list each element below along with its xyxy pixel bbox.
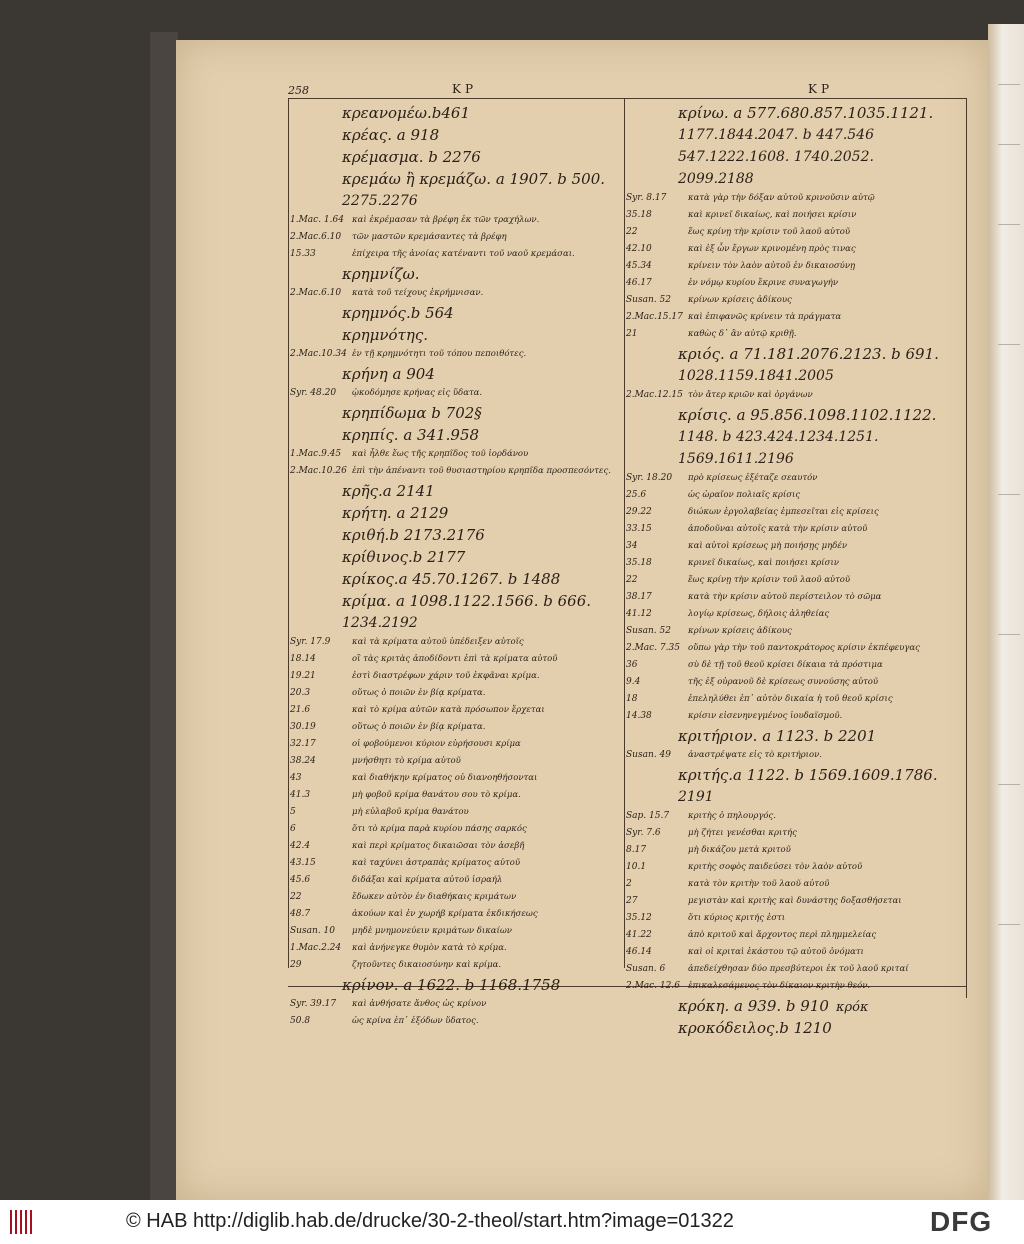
citation-text: ἐπὶ τὴν ἀπέναντι τοῦ θυσιαστηρίου κρηπῖδα προσπεσόντες. [352, 466, 611, 476]
citation-text: οὕτως ὁ ποιῶν ἐν βίᾳ κρίματα. [352, 688, 486, 698]
citation-text: κρίνειν τὸν λαὸν αὐτοῦ ἐν δικαιοσύνῃ [688, 261, 856, 271]
citation-reference: 5 [290, 807, 296, 817]
index-headword: κρημνός.b 564 [342, 304, 454, 322]
citation-reference: 2.Mac.15.17 [626, 312, 683, 322]
citation-text: σὺ δὲ τῇ τοῦ θεοῦ κρίσει δίκαια τὰ πρόστιμα [688, 660, 883, 670]
citation-text: καὶ τὸ κρίμα αὐτῶν κατὰ πρόσωπον ἔρχεται [352, 705, 545, 715]
citation-line [624, 504, 964, 521]
index-headword: κρίθινος.b 2177 [342, 548, 466, 566]
citation-line [624, 606, 964, 623]
citation-reference: 22 [290, 892, 302, 902]
citation-text: μὴ δικάζου μετὰ κριτοῦ [688, 845, 791, 855]
citation-line [288, 787, 618, 804]
citation-text: καὶ περὶ κρίματος δικαιῶσαι τὸν ἀσεβῆ [352, 841, 525, 851]
citation-line [624, 224, 964, 241]
citation-reference: Susan. 6 [626, 964, 666, 974]
citation-reference: 29.22 [626, 507, 652, 517]
citation-reference: 1.Mac. 1.64 [290, 215, 344, 225]
citation-text: οἱ φοβούμενοι κύριον εὑρήσουσι κρίμα [352, 739, 521, 749]
citation-text: ἀπεδείχθησαν δύο πρεσβύτεροι ἐκ τοῦ λαοῦ κριταί [688, 964, 909, 974]
citation-reference: 45.34 [626, 261, 652, 271]
citation-text: μὴ ζήτει γενέσθαι κριτής [688, 828, 797, 838]
citation-line [624, 309, 964, 326]
citation-reference: 41.12 [626, 609, 652, 619]
citation-text: ἐπίχειρα τῆς ἀνοίας κατέναντι τοῦ ναοῦ κρεμάσαι. [352, 249, 575, 259]
citation-line [288, 872, 618, 889]
index-headword: κρεμάω ἢ κρεμάζω. a 1907. b 500. [342, 170, 606, 188]
index-continuation: 2275.2276 [342, 193, 418, 209]
citation-text: ὡς ὡραῖον πολιαῖς κρίσις [688, 490, 801, 500]
citation-reference: 14.38 [626, 711, 652, 721]
citation-line [288, 719, 618, 736]
citation-text: ἕως κρίνῃ τὴν κρίσιν τοῦ λαοῦ αὐτοῦ [688, 575, 851, 585]
citation-text: οἳ τὰς κριτὰς ἀποδίδοντι ἐπὶ τὰ κρίματα αὐτοῦ [352, 654, 558, 664]
running-head-left: ΚΡ [452, 82, 478, 96]
citation-text: καὶ διαθήκην κρίματος οὐ διανοηθήσονται [352, 773, 538, 783]
citation-line [624, 747, 964, 764]
citation-line [624, 538, 964, 555]
citation-reference: 6 [290, 824, 296, 834]
index-headword: κριθή.b 2173.2176 [342, 526, 485, 544]
citation-reference: 2.Mac.12.15 [626, 390, 683, 400]
citation-reference: 22 [626, 575, 638, 585]
citation-reference: 21.6 [290, 705, 311, 715]
citation-line [624, 978, 964, 995]
index-headword: κρίνον. a 1622. b 1168.1758 [342, 976, 561, 994]
citation-reference: 32.17 [290, 739, 316, 749]
citation-text: τῆς ἐξ οὐρανοῦ δὲ κρίσεως συνούσης αὐτοῦ [688, 677, 879, 687]
index-headword: κρημνότης. [342, 326, 428, 344]
citation-text: κρίνων κρίσεις ἀδίκους [688, 295, 792, 305]
citation-text: διδάξαι καὶ κρίματα αὐτοῦ ἰσραήλ [352, 875, 503, 885]
citation-reference: Syr. 17.9 [290, 637, 331, 647]
citation-line [624, 876, 964, 893]
citation-line [288, 736, 618, 753]
citation-reference: 15.33 [290, 249, 316, 259]
citation-line [624, 555, 964, 572]
citation-line [624, 910, 964, 927]
running-head-right: ΚΡ [808, 82, 834, 96]
citation-text: καὶ τὰ κρίματα αὐτοῦ ὑπέδειξεν αὐτοῖς [352, 637, 524, 647]
citation-reference: 18.14 [290, 654, 316, 664]
index-continuation: 1028.1159.1841.2005 [678, 368, 834, 384]
citation-reference: 41.22 [626, 930, 652, 940]
left-column [288, 102, 618, 1030]
citation-line [288, 229, 618, 246]
citation-reference: 35.18 [626, 210, 652, 220]
index-continuation: 1177.1844.2047. b 447.546 [678, 127, 874, 143]
citation-line [288, 212, 618, 229]
citation-reference: 27 [626, 896, 638, 906]
index-headword: κριτής.a 1122. b 1569.1609.1786. [678, 766, 938, 784]
citation-text: ζητοῦντες δικαιοσύνην καὶ κρίμα. [352, 960, 502, 970]
citation-line [288, 957, 618, 974]
frame-right-rule [966, 98, 967, 998]
citation-reference: 22 [626, 227, 638, 237]
citation-text: ἀναστρέψατε εἰς τὸ κριτήριον. [688, 750, 822, 760]
citation-text: μεγιστὰν καὶ κριτὴς καὶ δυνάστης δοξασθήσεται [688, 896, 902, 906]
index-continuation: 1234.2192 [342, 615, 418, 631]
index-headword: κρηπίς. a 341.958 [342, 426, 480, 444]
index-headword: κριτήριον. a 1123. b 2201 [678, 727, 877, 745]
citation-text: μὴ εὐλαβοῦ κρίμα θανάτου [352, 807, 469, 817]
citation-reference: 1.Mac.9.45 [290, 449, 342, 459]
citation-line [624, 258, 964, 275]
citation-reference: Syr. 48.20 [290, 388, 337, 398]
index-headword: κρίνω. a 577.680.857.1035.1121. [678, 104, 934, 122]
citation-reference: Syr. 8.17 [626, 193, 667, 203]
citation-line [624, 589, 964, 606]
index-headword: κρέας. a 918 [342, 126, 440, 144]
index-continuation: 2191 [678, 789, 714, 805]
citation-reference: 2.Mac.6.10 [290, 288, 342, 298]
citation-reference: 18 [626, 694, 638, 704]
index-headword: κρίκος.a 45.70.1267. b 1488 [342, 570, 561, 588]
index-continuation: 547.1222.1608. 1740.2052. [678, 149, 874, 165]
citation-line [288, 246, 618, 263]
citation-text: μὴ φοβοῦ κρίμα θανάτου σου τὸ κρίμα. [352, 790, 521, 800]
citation-reference: 41.3 [290, 790, 311, 800]
citation-reference: 48.7 [290, 909, 311, 919]
citation-line [624, 944, 964, 961]
citation-line [288, 838, 618, 855]
index-headword: κρίσις. a 95.856.1098.1102.1122. [678, 406, 937, 424]
citation-line [624, 521, 964, 538]
citation-line [624, 657, 964, 674]
citation-line [288, 463, 618, 480]
citation-line [624, 623, 964, 640]
citation-reference: 30.19 [290, 722, 316, 732]
citation-reference: Syr. 7.6 [626, 828, 661, 838]
citation-text: κατὰ τοῦ τείχους ἐκρήμνισαν. [352, 288, 484, 298]
citation-text: κατὰ τὴν κρίσιν αὐτοῦ περίστειλον τὸ σῶμα [688, 592, 882, 602]
citation-reference: Syr. 18.20 [626, 473, 673, 483]
citation-reference: Susan. 10 [290, 926, 335, 936]
citation-line [288, 651, 618, 668]
citation-text: καὶ οἱ κριταὶ ἑκάστου τῷ αὐτοῦ ὀνόματι [688, 947, 864, 957]
citation-reference: Syr. 39.17 [290, 999, 337, 1009]
citation-text: καὶ αὐτοὶ κρίσεως μὴ ποιήσῃς μηδέν [688, 541, 848, 551]
citation-reference: 20.3 [290, 688, 311, 698]
index-headword: κρηπίδωμα b 702§ [342, 404, 482, 422]
citation-text: μνήσθητι τὸ κρίμα αὐτοῦ [352, 756, 461, 766]
citation-reference: Sap. 15.7 [626, 811, 670, 821]
citation-reference: 42.10 [626, 244, 652, 254]
citation-reference: 2.Mac. 7.35 [626, 643, 680, 653]
citation-reference: 2 [626, 879, 632, 889]
citation-text: οὔπω γὰρ τὴν τοῦ παντοκράτορος κρίσιν ἐκπέφευγας [688, 643, 920, 653]
citation-line [624, 326, 964, 343]
citation-reference: 21 [626, 329, 638, 339]
index-headword: κρήτη. a 2129 [342, 504, 449, 522]
citation-reference: 34 [626, 541, 638, 551]
citation-text: πρὸ κρίσεως ἐξέταζε σεαυτόν [688, 473, 818, 483]
citation-line [624, 708, 964, 725]
citation-text: ὅτι κύριος κριτής ἐστι [688, 913, 786, 923]
citation-reference: 2.Mac. 12.6 [626, 981, 680, 991]
index-continuation: 2099.2188 [678, 171, 754, 187]
citation-text: κρίσιν εἰσενηνεγμένος ἰουδαϊσμοῦ. [688, 711, 843, 721]
citation-text: κριτὴς ὁ πηλουργός. [688, 811, 776, 821]
citation-text: λογίῳ κρίσεως, δήλοις ἀληθείας [688, 609, 830, 619]
citation-reference: 50.8 [290, 1016, 311, 1026]
citation-reference: 46.14 [626, 947, 652, 957]
citation-reference: 42.4 [290, 841, 311, 851]
index-headword: κρῆς.a 2141 [342, 482, 435, 500]
catchword: κρόκ [836, 1000, 869, 1015]
citation-reference: 33.15 [626, 524, 652, 534]
citation-text: καὶ ταχύνει ἀστραπὰς κρίματος αὐτοῦ [352, 858, 520, 868]
citation-text: κατὰ τὸν κριτὴν τοῦ λαοῦ αὐτοῦ [688, 879, 830, 889]
citation-reference: 8.17 [626, 845, 647, 855]
facing-page-edge [988, 24, 1024, 1200]
citation-line [288, 346, 618, 363]
citation-line [624, 292, 964, 309]
citation-text: καὶ ἐξ ὧν ἔργων κρινομένη πρὸς τινας [688, 244, 856, 254]
citation-reference: Susan. 52 [626, 626, 671, 636]
citation-reference: 46.17 [626, 278, 652, 288]
citation-text: ἀκούων καὶ ἐν χωρήβ κρίματα ἐκδικήσεως [352, 909, 538, 919]
citation-text: ἀποδοῦναι αὐτοῖς κατὰ τὴν κρίσιν αὐτοῦ [688, 524, 868, 534]
citation-text: κριτὴς σοφὸς παιδεύσει τὸν λαὸν αὐτοῦ [688, 862, 863, 872]
citation-text: ἐστὶ διαστρέφων χάριν τοῦ ἐκφᾶναι κρίμα. [352, 671, 540, 681]
citation-reference: 38.24 [290, 756, 316, 766]
index-headword: κρήνη a 904 [342, 365, 435, 383]
citation-reference: 43 [290, 773, 302, 783]
citation-line [288, 285, 618, 302]
citation-reference: 25.6 [626, 490, 647, 500]
citation-line [288, 1013, 618, 1030]
citation-line [288, 996, 618, 1013]
footer-bar [0, 1200, 1024, 1244]
citation-line [624, 275, 964, 292]
citation-line [288, 685, 618, 702]
citation-line [288, 385, 618, 402]
citation-reference: Susan. 49 [626, 750, 671, 760]
citation-line [624, 674, 964, 691]
citation-line [288, 855, 618, 872]
citation-text: ὡς κρίνα ἐπ᾽ ἐξόδων ὕδατος. [352, 1016, 479, 1026]
citation-text: οὕτως ὁ ποιῶν ἐν βίᾳ κρίματα. [352, 722, 486, 732]
citation-line [624, 842, 964, 859]
citation-text: καὶ ἦλθε ἕως τῆς κρηπῖδος τοῦ ἰορδάνου [352, 449, 529, 459]
citation-reference: Susan. 52 [626, 295, 671, 305]
citation-reference: 36 [626, 660, 638, 670]
citation-line [624, 572, 964, 589]
index-continuation: 1569.1611.2196 [678, 451, 794, 467]
citation-reference: 10.1 [626, 862, 647, 872]
citation-line [288, 634, 618, 651]
citation-text: τῶν μαστῶν κρεμάσαντες τὰ βρέφη [352, 232, 507, 242]
citation-reference: 1.Mac.2.24 [290, 943, 342, 953]
citation-text: ὅτι τὸ κρίμα παρὰ κυρίου πάσης σαρκός [352, 824, 527, 834]
citation-text: καθὼς δ᾽ ἂν αὐτῷ κριθῇ. [688, 329, 797, 339]
citation-line [288, 668, 618, 685]
citation-reference: 19.21 [290, 671, 316, 681]
citation-reference: 29 [290, 960, 302, 970]
citation-line [624, 487, 964, 504]
citation-line [288, 821, 618, 838]
citation-reference: 45.6 [290, 875, 311, 885]
citation-line [288, 753, 618, 770]
citation-reference: 43.15 [290, 858, 316, 868]
index-headword: κρόκη. a 939. b 910 [678, 997, 829, 1015]
citation-text: τὸν ἄτερ κριῶν καὶ ὀργάνων [688, 390, 813, 400]
citation-line [624, 241, 964, 258]
citation-text: κατὰ γὰρ τὴν δόξαν αὐτοῦ κρινοῦσιν αὐτῷ [688, 193, 875, 203]
index-headword: κρίμα. a 1098.1122.1566. b 666. [342, 592, 592, 610]
citation-reference: 35.12 [626, 913, 652, 923]
citation-line [624, 387, 964, 404]
citation-line [624, 825, 964, 842]
citation-line [624, 640, 964, 657]
index-headword: κρημνίζω. [342, 265, 420, 283]
citation-line [624, 961, 964, 978]
citation-line [624, 470, 964, 487]
right-column [624, 102, 964, 1039]
index-continuation: 1148. b 423.424.1234.1251. [678, 429, 879, 445]
book-page [176, 40, 988, 1200]
dfg-logo: DFG [930, 1206, 993, 1237]
citation-reference: 9.4 [626, 677, 641, 687]
citation-line [288, 804, 618, 821]
citation-text: ἐπεληλύθει ἐπ᾽ αὐτὸν δικαία ἡ τοῦ θεοῦ κρίσις [688, 694, 893, 704]
citation-reference: 38.17 [626, 592, 652, 602]
page-number: 258 [288, 84, 309, 97]
index-headword: κροκόδειλος.b 1210 [678, 1019, 832, 1037]
citation-reference: 2.Mac.6.10 [290, 232, 342, 242]
citation-text: ἕως κρίνῃ τὴν κρίσιν τοῦ λαοῦ αὐτοῦ [688, 227, 851, 237]
index-headword: κρεανομέω.b461 [342, 104, 471, 122]
citation-line [288, 446, 618, 463]
citation-line [624, 859, 964, 876]
citation-reference: 35.18 [626, 558, 652, 568]
citation-text: διώκων ἐργολαβείας ἐμπεσεῖται εἰς κρίσεις [688, 507, 879, 517]
citation-line [288, 940, 618, 957]
citation-line [624, 927, 964, 944]
citation-text: καὶ ἀνήνεγκε θυμὸν κατὰ τὸ κρίμα. [352, 943, 507, 953]
citation-line [288, 702, 618, 719]
citation-text: κρίνων κρίσεις ἀδίκους [688, 626, 792, 636]
citation-text: ἐπικαλεσάμενος τὸν δίκαιον κριτὴν θεόν. [688, 981, 871, 991]
citation-text: καὶ κρινεῖ δικαίως, καὶ ποιήσει κρίσιν [688, 210, 857, 220]
citation-text: καὶ ἀνθήσατε ἄνθος ὡς κρίνον [352, 999, 487, 1009]
citation-reference: 2.Mac.10.34 [290, 349, 347, 359]
citation-line [288, 889, 618, 906]
citation-text: ἐν νόμῳ κυρίου ἔκρινε συναγωγήν [688, 278, 839, 288]
citation-line [288, 770, 618, 787]
citation-text: μηδὲ μνημονεύειν κριμάτων δικαίων [352, 926, 512, 936]
citation-line [624, 691, 964, 708]
citation-text: ἀπὸ κριτοῦ καὶ ἄρχοντος περὶ πλημμελείας [688, 930, 877, 940]
citation-reference: 2.Mac.10.26 [290, 466, 347, 476]
frame-top-rule [288, 98, 966, 99]
citation-line [288, 923, 618, 940]
citation-line [624, 893, 964, 910]
library-logo-icon [10, 1210, 32, 1234]
citation-text: καὶ ἐκρέμασαν τὰ βρέφη ἐκ τῶν τραχήλων. [352, 215, 540, 225]
index-headword: κρέμασμα. b 2276 [342, 148, 481, 166]
copyright-link[interactable]: © HAB http://diglib.hab.de/drucke/30-2-theol/start.htm?image=01322 [126, 1210, 734, 1232]
citation-text: κρινεῖ δικαίως, καὶ ποιήσει κρίσιν [688, 558, 839, 568]
citation-line [624, 808, 964, 825]
citation-text: καὶ ἐπιφανῶς κρίνειν τὰ πράγματα [688, 312, 842, 322]
citation-line [624, 207, 964, 224]
book-edge [150, 32, 178, 1200]
citation-text: ἐν τῇ κρημνότητι τοῦ τόπου πεποιθότες. [352, 349, 527, 359]
citation-line [288, 906, 618, 923]
citation-line [624, 190, 964, 207]
citation-text: ἔδωκεν αὐτὸν ἐν διαθήκαις κριμάτων [352, 892, 517, 902]
index-headword: κριός. a 71.181.2076.2123. b 691. [678, 345, 939, 363]
citation-text: ᾠκοδόμησε κρήνας εἰς ὕδατα. [352, 388, 483, 398]
